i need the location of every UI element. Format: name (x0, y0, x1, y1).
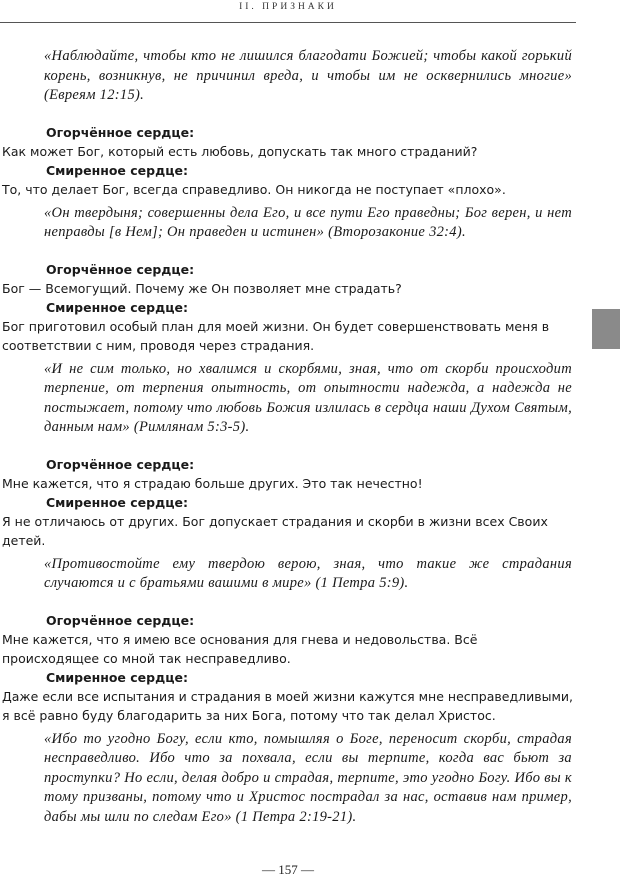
scripture-quote-deuteronomy: «Он твердыня; совершенны дела Его, и все пути Его праведны; Бог верен, и нет неправды [в Нем]; Он праведен и истинен» (Второзаконие 32:4). (44, 204, 572, 240)
scripture-quote-1-peter-5: «Противостойте ему твердою верою, зная, что такие же страдания случаются и с братьями вашими в мире» (1 Петра 5:9). (44, 555, 572, 591)
humble-heart-label: Смиренное сердце: (46, 162, 188, 178)
bitter-heart-statement: Бог — Всемогущий. Почему же Он позволяет мне страдать? (2, 280, 402, 296)
scripture-quote-romans: «И не сим только, но хвалимся и скорбями, зная, что от скорби происходит терпение, от терпения опытность, от опытности надежда, а надежда не постыжает, потому что любовь Божия излилась в сердца наши Духом Святым, данным нам» (Римлянам 5:3-5). (44, 360, 572, 435)
bitter-heart-statement: Мне кажется, что я имею все основания для гнева и недовольства. Всё происходящее со мной так несправедливо. (2, 631, 478, 666)
humble-heart-statement: Бог приготовил особый план для моей жизни. Он будет совершенствовать меня в соответствии с ним, проводя через страдания. (2, 318, 550, 353)
bitter-heart-label: Огорчённое сердце: (46, 456, 195, 472)
bitter-heart-label: Огорчённое сердце: (46, 124, 195, 140)
humble-heart-label: Смиренное сердце: (46, 299, 188, 315)
page-number: — 157 — (262, 862, 314, 877)
page-body (2, 47, 576, 827)
header-rule (0, 22, 576, 23)
scripture-quote-hebrews: «Наблюдайте, чтобы кто не лишился благодати Божией; чтобы какой горький корень, возникнув, не причинил вреда, и чтобы им не осквернились многие» (Евреям 12:15). (44, 48, 572, 103)
humble-heart-statement: Даже если все испытания и страдания в моей жизни кажутся мне несправедливыми, я всё равно буду благодарить за них Бога, потому что так делал Христос. (2, 688, 573, 723)
bitter-heart-statement: Как может Бог, который есть любовь, допускать так много страданий? (2, 143, 478, 159)
bitter-heart-label: Огорчённое сердце: (46, 612, 195, 628)
humble-heart-statement: То, что делает Бог, всегда справедливо. Он никогда не поступает «плохо». (2, 181, 506, 197)
scripture-quote-1-peter-2: «Ибо то угодно Богу, если кто, помышляя о Боге, переносит скорби, страдая несправедливо. Ибо что за похвала, если вы терпите, когда вас бьют за проступки? Но если, делая добро и страдая, терпите, это угодно Богу. Ибо вы к тому призваны, потому что и Христос пострадал за нас, оставив нам пример, дабы мы шли по следам Его» (1 Петра 2:19-21). (44, 730, 572, 825)
humble-heart-statement: Я не отличаюсь от других. Бог допускает страдания и скорби в жизни всех Своих детей. (2, 513, 548, 548)
humble-heart-label: Смиренное сердце: (46, 669, 188, 685)
bitter-heart-statement: Мне кажется, что я страдаю больше других. Это так нечестно! (2, 475, 423, 491)
running-head: II. ПРИЗНАКИ (239, 2, 337, 12)
chapter-thumb-tab (592, 309, 620, 349)
humble-heart-label: Смиренное сердце: (46, 494, 188, 510)
bitter-heart-label: Огорчённое сердце: (46, 261, 195, 277)
